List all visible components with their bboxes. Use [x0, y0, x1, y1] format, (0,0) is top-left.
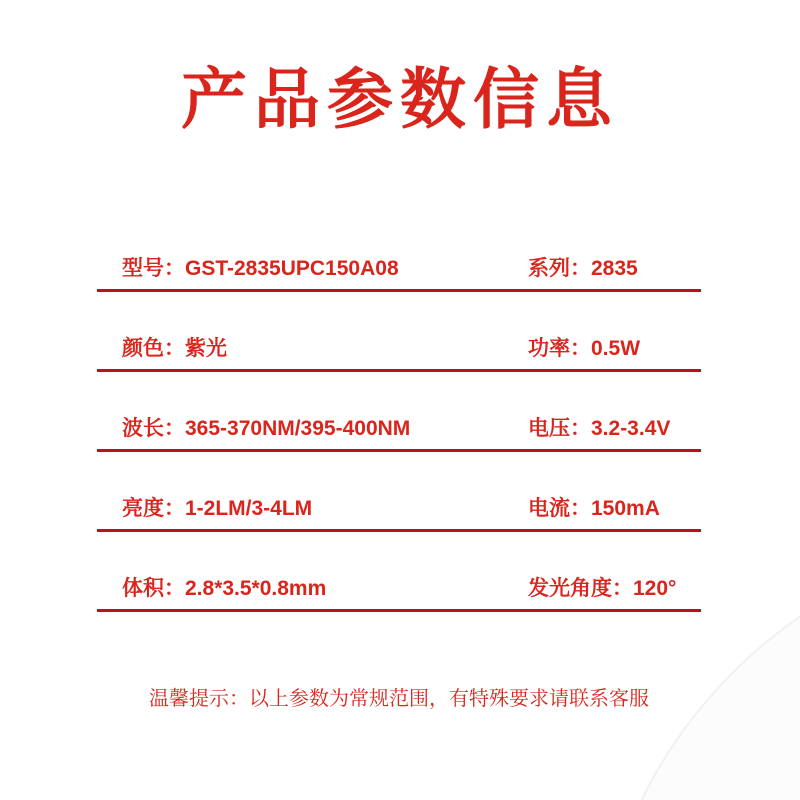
- spec-label: 功率：: [528, 337, 591, 360]
- spec-table: [97, 212, 701, 612]
- spec-value: 2.8*3.5*0.8mm: [185, 577, 327, 600]
- spec-cell-model: [122, 252, 399, 282]
- spec-cell-brightness: [122, 492, 312, 522]
- spec-label: 体积：: [122, 577, 185, 600]
- footer-note-text: 温馨提示：以上参数为常规范围，有特殊要求请联系客服: [149, 688, 649, 710]
- spec-label: 电流：: [528, 497, 591, 520]
- spec-value: GST-2835UPC150A08: [185, 257, 399, 280]
- spec-cell-voltage: [528, 412, 670, 442]
- spec-value: 365-370NM/395-400NM: [185, 417, 411, 440]
- spec-label: 亮度：: [122, 497, 185, 520]
- spec-value: 1-2LM/3-4LM: [185, 497, 313, 520]
- spec-cell-series: [528, 252, 638, 282]
- spec-row-color-power: [97, 292, 701, 372]
- page-title: 产品参数信息: [181, 62, 619, 136]
- spec-row-brightness-current: [97, 452, 701, 532]
- spec-row-size-angle: [97, 532, 701, 612]
- footer-note: [97, 682, 701, 711]
- spec-value: 150mA: [591, 497, 660, 520]
- spec-label: 系列：: [528, 257, 591, 280]
- spec-value: 2835: [591, 257, 638, 280]
- spec-label: 型号：: [122, 257, 185, 280]
- spec-label: 发光角度：: [528, 577, 633, 600]
- spec-value: 3.2-3.4V: [591, 417, 671, 440]
- spec-cell-wavelength: [122, 412, 410, 442]
- spec-row-model-series: [97, 212, 701, 292]
- spec-value: 0.5W: [591, 337, 641, 360]
- spec-cell-color: [122, 332, 227, 362]
- spec-cell-beam-angle: [528, 572, 676, 602]
- spec-cell-current: [528, 492, 660, 522]
- spec-label: 波长：: [122, 417, 185, 440]
- spec-value: 紫光: [185, 337, 227, 360]
- spec-label: 电压：: [528, 417, 591, 440]
- spec-label: 颜色：: [122, 337, 185, 360]
- spec-row-wavelength-voltage: [97, 372, 701, 452]
- spec-value: 120°: [633, 577, 677, 600]
- spec-cell-power: [528, 332, 640, 362]
- spec-cell-size: [122, 572, 326, 602]
